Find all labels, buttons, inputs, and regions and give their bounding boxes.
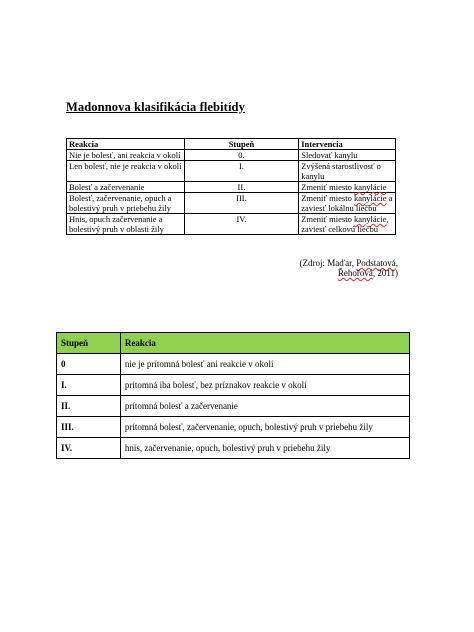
cell-stupen: II. (184, 182, 299, 193)
cell-reakcia: Bolesť, začervenanie, opuch a bolestivý pruh v priebehu žily (67, 193, 185, 214)
table-row (57, 417, 410, 438)
cell-reakcia: Hnis, opuch začervenanie a bolestivý pruh v oblasti žily (67, 214, 185, 235)
cell-stupen: IV. (184, 214, 299, 235)
table-row (57, 438, 410, 459)
cell-intervencia: Sledovať kanylu (299, 150, 396, 161)
table-row (67, 193, 396, 214)
intervencia-text-rest: a zaviesť lokálnu liečbu (301, 193, 393, 213)
table-row (57, 375, 410, 396)
cell-stupen: III. (57, 417, 121, 438)
cell-intervencia (299, 182, 396, 193)
cell-reakcia: hnis, začervenanie, opuch, bolestivý pruh v priebehu žily (120, 438, 409, 459)
cell-intervencia (299, 214, 396, 235)
cell-intervencia: Zvýšená starostlivosť o kanylu (299, 161, 396, 182)
source-separator: , (395, 258, 398, 268)
header-stupen: Stupeň (184, 139, 299, 150)
cell-intervencia (299, 193, 396, 214)
phlebitis-intervention-table (66, 138, 396, 235)
intervencia-text: Zmeniť miesto (301, 193, 354, 203)
table-row (67, 161, 396, 182)
cell-reakcia: Bolesť a začervenanie (67, 182, 185, 193)
intervencia-text: Zmeniť miesto (301, 214, 354, 224)
cell-reakcia: prítomná iba bolesť, bez príznakov reakcie v okolí (120, 375, 409, 396)
intervencia-text: Zmeniť miesto (301, 182, 354, 192)
spellcheck-word: kanylácie (353, 182, 387, 192)
table-header-row (57, 333, 410, 354)
cell-reakcia: nie je prítomná bolesť ani reakcie v okolí (120, 354, 409, 375)
header-reakcia: Reakcia (120, 333, 409, 354)
cell-stupen: IV. (57, 438, 121, 459)
source-text: (Zdroj: Maďar, (299, 258, 357, 268)
source-author: Podstatová (356, 258, 396, 268)
cell-reakcia: prítomná bolesť a začervenanie (120, 396, 409, 417)
cell-reakcia: prítomná bolesť, začervenanie, opuch, bolestivý pruh v priebehu žily (120, 417, 409, 438)
spellcheck-word: kanylácie (353, 193, 387, 203)
header-stupen: Stupeň (57, 333, 121, 354)
source-year: , 2011) (372, 268, 398, 278)
table-row (67, 214, 396, 235)
spellcheck-word: kanylácie (353, 214, 387, 224)
table-row (67, 150, 396, 161)
header-reakcia: Reakcia (67, 139, 185, 150)
header-intervencia: Intervencia (299, 139, 396, 150)
cell-stupen: I. (57, 375, 121, 396)
cell-stupen: III. (184, 193, 299, 214)
document-title: Madonnova klasifikácia flebitídy (66, 100, 245, 114)
cell-stupen: I. (184, 161, 299, 182)
table-row (67, 182, 396, 193)
intervencia-text-rest: , zaviesť celkovú liečbu (301, 214, 389, 234)
phlebitis-grade-table (56, 332, 410, 459)
source-citation (280, 258, 398, 278)
table-row (57, 396, 410, 417)
cell-stupen: II. (57, 396, 121, 417)
table-header-row (67, 139, 396, 150)
cell-reakcia: Nie je bolesť, ani reakcia v okolí (67, 150, 185, 161)
cell-reakcia: Len bolesť, nie je reakcia v okolí (67, 161, 185, 182)
cell-stupen: 0 (57, 354, 121, 375)
cell-stupen: 0. (184, 150, 299, 161)
table-row (57, 354, 410, 375)
source-author: Řehořová (337, 268, 373, 278)
